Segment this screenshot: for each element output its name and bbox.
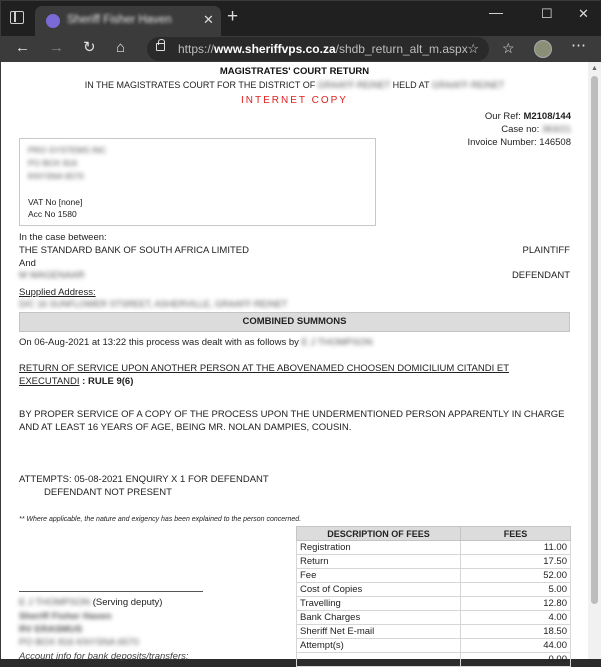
favorites-icon[interactable]: ☆ [502, 40, 515, 56]
bank-info-label: Account info for bank deposits/transfers: [19, 651, 189, 662]
table-row [297, 639, 571, 653]
footnote: ** Where applicable, the nature and exigency has been explained to the person concerned. [19, 516, 302, 523]
fee-amount: 4.00 [461, 611, 571, 625]
table-row [297, 653, 571, 667]
home-icon[interactable]: ⌂ [116, 39, 126, 56]
serving-deputy: E J THOMPSON (Serving deputy) [19, 597, 163, 608]
table-row [297, 555, 571, 569]
vat-number: VAT No [none] [28, 197, 83, 207]
process-type-bar: COMBINED SUMMONS [19, 312, 570, 332]
defendant-name: M WAGENAAR [19, 270, 85, 281]
refresh-icon[interactable]: ↻ [83, 39, 96, 56]
sheriff-person: RV ERASMUS [19, 624, 83, 635]
browser-tab[interactable] [35, 6, 221, 36]
court-return-document [1, 62, 588, 665]
court-line: IN THE MAGISTRATES COURT FOR THE DISTRICT OF GRAAFF-REINET HELD AT GRAAFF-REINET [84, 80, 505, 90]
case-between-label: In the case between: [19, 232, 107, 243]
window-icon[interactable] [10, 11, 24, 24]
return-heading: RETURN OF SERVICE UPON ANOTHER PERSON AT THE ABOVENAMED CHOOSEN DOMICILIUM CITANDI ET EXECUTANDI : RULE 9(6) [19, 363, 510, 387]
sheriff-po-box: PO BOX 816 KNYSNA 6570 [19, 637, 139, 648]
fee-amount: 17.50 [461, 555, 571, 569]
address-line: PRO SYSTEMS INC [28, 145, 107, 155]
plaintiff-label: PLAINTIFF [522, 245, 570, 256]
more-icon[interactable]: ⋯ [571, 37, 586, 54]
vertical-scrollbar[interactable] [588, 62, 601, 659]
fee-amount: 11.00 [461, 541, 571, 555]
supplied-address: D/C 16 SUNFLOWER STSREET, ASHERVILLE, GRAAFF-REINET [19, 299, 288, 309]
case-no: Case no: 363/21 [501, 124, 571, 135]
minimize-icon[interactable]: — [489, 4, 503, 20]
fee-description: Fee [297, 569, 461, 583]
fee-description: Attempt(s) [297, 639, 461, 653]
table-row [297, 625, 571, 639]
table-row [297, 569, 571, 583]
page-content [1, 62, 601, 665]
maximize-icon[interactable]: ☐ [541, 6, 553, 21]
court-held-at: GRAAFF-REINET [431, 80, 505, 90]
dealt-with-line: On 06-Aug-2021 at 13:22 this process was dealt with as follows by E J THOMPSON [19, 337, 373, 348]
fees-header-description: DESCRIPTION OF FEES [297, 527, 461, 541]
fee-description: Travelling [297, 597, 461, 611]
close-window-icon[interactable]: ✕ [578, 6, 589, 21]
addressee-box [19, 138, 376, 226]
scroll-up-icon[interactable]: ▲ [591, 65, 598, 72]
internet-copy-label: INTERNET COPY [241, 95, 348, 106]
fee-description [297, 653, 461, 667]
tab-title: Sheriff Fisher Haven [67, 14, 172, 26]
table-row [297, 583, 571, 597]
fee-amount: 12.80 [461, 597, 571, 611]
address-line: KNYSNA 6570 [28, 171, 84, 181]
attempts-line: ATTEMPTS: 05-08-2021 ENQUIRY X 1 FOR DEFENDANT [19, 474, 269, 485]
fee-description: Registration [297, 541, 461, 555]
sheriff-office: Sheriff Fisher Haven [19, 611, 112, 622]
scrollbar-thumb[interactable] [591, 76, 598, 604]
back-arrow-icon[interactable]: ← [15, 39, 30, 56]
document-title: MAGISTRATES' COURT RETURN [219, 66, 370, 77]
court-district: GRAAFF-REINET [317, 80, 391, 90]
defendant-label: DEFENDANT [511, 270, 570, 281]
and-label: And [19, 258, 36, 269]
attempts-note: DEFENDANT NOT PRESENT [44, 487, 172, 498]
account-number: Acc No 1580 [28, 209, 77, 219]
fees-table [296, 526, 571, 667]
table-row [297, 611, 571, 625]
plus-icon[interactable]: + [227, 6, 239, 27]
url-text: https://www.sheriffvps.co.za/shdb_return_alt_m.aspx [178, 42, 468, 56]
plaintiff-name: THE STANDARD BANK OF SOUTH AFRICA LIMITED [19, 245, 249, 256]
forward-arrow-icon[interactable]: → [49, 39, 64, 56]
table-row [297, 597, 571, 611]
fee-amount: 44.00 [461, 639, 571, 653]
tab-bar [1, 1, 601, 36]
fee-description: Cost of Copies [297, 583, 461, 597]
service-text: BY PROPER SERVICE OF A COPY OF THE PROCESS UPON THE UNDERMENTIONED PERSON APPARENTLY IN CHARGE AND AT LEAST 16 YEARS OF AGE, BEING MR. NOLAN DAMPIES, COUSIN. [19, 409, 565, 433]
globe-icon [46, 14, 60, 28]
address-bar[interactable] [147, 37, 489, 61]
signature-line [19, 591, 203, 592]
fee-description: Bank Charges [297, 611, 461, 625]
fee-description: Sheriff Net E-mail [297, 625, 461, 639]
fee-amount: 5.00 [461, 583, 571, 597]
fee-amount: 0.00 [461, 653, 571, 667]
lock-icon[interactable] [156, 43, 165, 51]
star-add-icon[interactable]: ☆ [467, 41, 479, 56]
navigation-bar [1, 36, 601, 62]
deputy-name: E J THOMPSON [301, 337, 373, 348]
close-icon[interactable]: ✕ [203, 12, 214, 27]
our-ref: Our Ref: M2108/144 [484, 111, 571, 122]
invoice-number: Invoice Number: 146508 [467, 137, 571, 148]
fee-description: Return [297, 555, 461, 569]
supplied-address-label: Supplied Address: [19, 287, 96, 298]
fees-header-amount: FEES [461, 527, 571, 541]
avatar[interactable] [534, 40, 552, 58]
fee-amount: 52.00 [461, 569, 571, 583]
address-line: PO BOX 816 [28, 158, 78, 168]
table-row [297, 541, 571, 555]
fee-amount: 18.50 [461, 625, 571, 639]
